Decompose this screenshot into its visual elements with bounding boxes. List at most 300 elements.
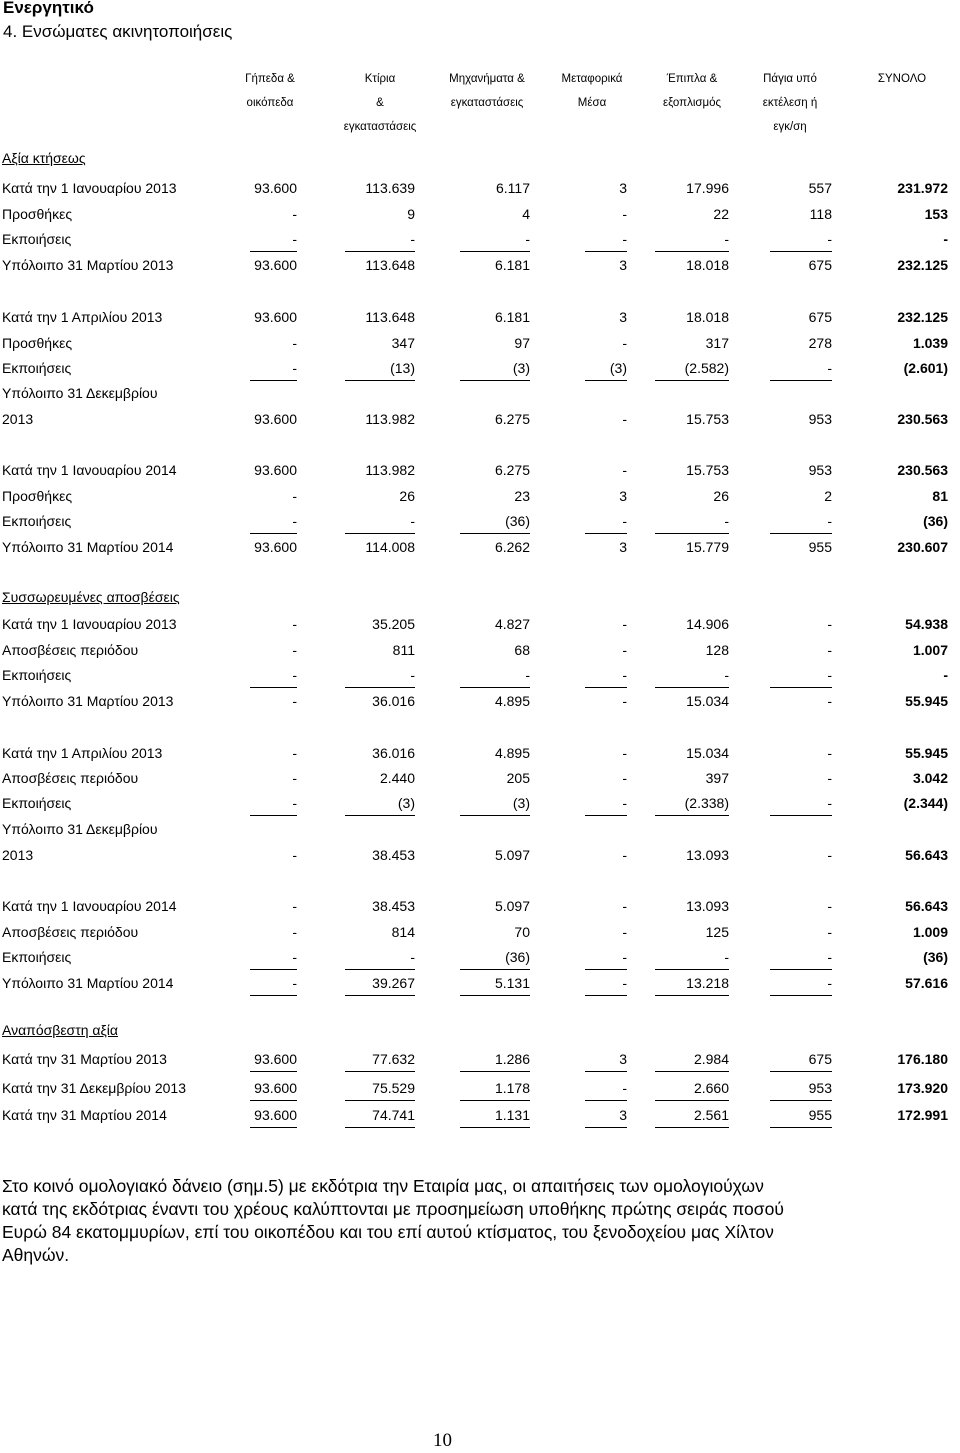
value-cell: (3) [512,795,530,811]
total-cell: 54.938 [905,616,948,632]
cell-underline [345,969,415,970]
table-row [0,1080,960,1102]
value-cell: 93.600 [254,1051,297,1067]
value-cell: 13.218 [686,975,729,991]
value-cell: - [724,513,729,529]
column-header-line: Μέσα [577,97,607,109]
cell-underline [770,380,832,381]
cell-underline [585,995,627,996]
value-cell: - [410,513,415,529]
value-cell: 36.016 [372,745,415,761]
value-cell: 2.660 [693,1080,729,1096]
value-cell: 557 [808,180,832,196]
total-cell: 57.616 [905,975,948,991]
value-cell: 13.093 [686,898,729,914]
total-cell: - [943,667,948,683]
total-cell: 173.920 [897,1080,948,1096]
value-cell: - [525,667,530,683]
value-cell: 955 [808,1107,832,1123]
total-cell: (2.344) [903,795,948,811]
row-label: Κατά την 31 Μαρτίου 2013 [2,1051,167,1067]
cell-underline [250,687,297,688]
value-cell: 3 [619,257,627,273]
value-cell: 1.286 [494,1051,530,1067]
column-header-line: οικόπεδα [246,97,294,109]
value-cell: 3 [619,539,627,555]
value-cell: 3 [619,309,627,325]
value-cell: 2.984 [693,1051,729,1067]
table-row [0,335,960,357]
value-cell: (3) [512,360,530,376]
value-cell: - [827,795,832,811]
value-cell: - [292,667,297,683]
value-cell: - [622,975,627,991]
row-label: Κατά την 1 Απριλίου 2013 [2,309,163,325]
cell-underline [655,687,729,688]
value-cell: - [622,847,627,863]
table-row [0,206,960,228]
value-cell: - [292,795,297,811]
value-cell: - [292,335,297,351]
value-cell: 15.034 [686,693,729,709]
cell-underline [250,380,297,381]
value-cell: 18.018 [686,309,729,325]
value-cell: - [827,231,832,247]
value-cell: 114.008 [365,539,415,555]
value-cell: 675 [808,257,832,273]
value-cell: 113.648 [365,257,415,273]
value-cell: - [292,949,297,965]
value-cell: (3) [397,795,415,811]
column-header-line: Μεταφορικά [561,73,623,85]
column-header-line: Μηχανήματα & [449,73,525,85]
cell-underline [585,533,627,534]
table-row [0,616,960,638]
value-cell: - [827,693,832,709]
loan-note-line: κατά της εκδότριας έναντι του χρέους καλύπτονται με προσημείωση υποθήκης πρώτης σειράς ποσού [2,1199,784,1219]
value-cell: - [525,231,530,247]
value-cell: - [724,231,729,247]
table-row [0,462,960,484]
value-cell: 93.600 [254,539,297,555]
cell-underline [460,815,530,816]
total-cell: 153 [924,206,948,222]
cell-underline [460,995,530,996]
value-cell: 75.529 [372,1080,415,1096]
loan-note-line: Αθηνών. [2,1245,70,1265]
table-row [0,1107,960,1129]
value-cell: 97 [514,335,530,351]
value-cell: - [622,745,627,761]
cell-underline [345,1100,415,1101]
row-label: Κατά την 1 Ιανουαρίου 2014 [2,898,177,914]
cell-underline [770,995,832,996]
column-header-line: εγκαταστάσεις [450,97,524,109]
column-header-line: Πάγια υπό [763,73,817,85]
cell-underline [585,1071,627,1072]
row-label: Υπόλοιπο 31 Δεκεμβρίου [2,385,158,401]
value-cell: (3) [609,360,627,376]
cell-underline [345,251,415,252]
value-cell: 6.275 [494,411,530,427]
total-cell: 56.643 [905,847,948,863]
value-cell: - [292,488,297,504]
table-row [0,847,960,869]
column-header-line: Κτίρια [364,73,396,85]
value-cell: - [827,770,832,786]
cell-underline [585,1100,627,1101]
value-cell: - [827,745,832,761]
value-cell: - [827,949,832,965]
total-cell: 1.009 [912,924,948,940]
value-cell: 1.178 [494,1080,530,1096]
value-cell: 93.600 [254,462,297,478]
table-row [0,898,960,920]
value-cell: - [292,847,297,863]
total-cell: 172.991 [897,1107,948,1123]
row-label: Κατά την 1 Ιανουαρίου 2013 [2,616,177,632]
value-cell: (36) [505,949,530,965]
value-cell: - [827,847,832,863]
section-depreciation: Συσσωρευμένες αποσβέσεις [2,589,180,605]
value-cell: 68 [514,642,530,658]
cell-underline [345,1071,415,1072]
cell-underline [770,969,832,970]
column-header-line: εγκ/ση [773,121,807,133]
value-cell: - [410,949,415,965]
value-cell: 3 [619,1051,627,1067]
value-cell: - [827,642,832,658]
value-cell: 3 [619,1107,627,1123]
cell-underline [345,533,415,534]
value-cell: - [622,206,627,222]
page-heading: Ενεργητικό [3,0,94,17]
value-cell: - [622,462,627,478]
table-row [0,180,960,202]
total-cell: 230.607 [897,539,948,555]
value-cell: 4.895 [494,745,530,761]
cell-underline [585,380,627,381]
cell-underline [770,1071,832,1072]
cell-underline [585,251,627,252]
row-label: Υπόλοιπο 31 Μαρτίου 2014 [2,975,174,991]
table-row [0,975,960,997]
value-cell: 39.267 [372,975,415,991]
value-cell: - [827,616,832,632]
cell-underline [770,251,832,252]
value-cell: 6.117 [496,180,530,196]
value-cell: 77.632 [372,1051,415,1067]
value-cell: 113.982 [365,411,415,427]
value-cell: 74.741 [372,1107,415,1123]
cell-underline [250,1127,297,1128]
value-cell: 6.181 [494,309,530,325]
value-cell: 18.018 [686,257,729,273]
value-cell: - [622,642,627,658]
total-cell: 231.972 [897,180,948,196]
row-label: Κατά την 31 Μαρτίου 2014 [2,1107,167,1123]
table-row [0,770,960,792]
table-row [0,949,960,971]
value-cell: - [622,335,627,351]
value-cell: - [622,949,627,965]
value-cell: 93.600 [254,180,297,196]
value-cell: - [724,949,729,965]
value-cell: - [292,642,297,658]
value-cell: 93.600 [254,1107,297,1123]
value-cell: 675 [808,1051,832,1067]
value-cell: 3 [619,180,627,196]
total-cell: 1.039 [912,335,948,351]
value-cell: 347 [391,335,415,351]
table-row [0,385,960,407]
total-cell: 55.945 [905,745,948,761]
table-row [0,360,960,382]
table-row [0,693,960,715]
value-cell: 93.600 [254,411,297,427]
total-cell: 232.125 [897,257,948,273]
row-label: Υπόλοιπο 31 Μαρτίου 2013 [2,257,174,273]
value-cell: 278 [808,335,832,351]
value-cell: - [292,231,297,247]
value-cell: (2.582) [684,360,729,376]
table-row [0,1051,960,1073]
total-cell: (36) [923,513,948,529]
value-cell: 811 [392,642,415,658]
value-cell: (2.338) [684,795,729,811]
total-cell: 230.563 [897,411,948,427]
value-cell: - [292,898,297,914]
row-label: Αποσβέσεις περιόδου [2,642,139,658]
cell-underline [250,533,297,534]
cell-underline [345,995,415,996]
total-cell: - [943,231,948,247]
value-cell: 26 [713,488,729,504]
cell-underline [770,533,832,534]
value-cell: 125 [705,924,729,940]
value-cell: 38.453 [372,898,415,914]
row-label: Υπόλοιπο 31 Μαρτίου 2013 [2,693,174,709]
cell-underline [345,687,415,688]
cell-underline [585,1127,627,1128]
value-cell: 113.648 [365,309,415,325]
value-cell: - [622,513,627,529]
value-cell: 93.600 [254,309,297,325]
cell-underline [345,1127,415,1128]
value-cell: 128 [705,642,729,658]
table-row [0,411,960,433]
note-title: 4. Ενσώματες ακινητοποιήσεις [3,22,233,41]
cell-underline [250,1100,297,1101]
value-cell: 118 [809,206,832,222]
value-cell: 5.097 [494,847,530,863]
value-cell: - [292,770,297,786]
row-label: Εκποιήσεις [2,667,72,683]
value-cell: - [622,898,627,914]
cell-underline [655,251,729,252]
value-cell: - [622,616,627,632]
cell-underline [460,380,530,381]
cell-underline [655,969,729,970]
row-label: Προσθήκες [2,488,73,504]
row-label: Εκποιήσεις [2,949,72,965]
value-cell: 38.453 [372,847,415,863]
cell-underline [655,1100,729,1101]
cell-underline [345,380,415,381]
cell-underline [770,687,832,688]
value-cell: 15.779 [686,539,729,555]
total-cell: 230.563 [897,462,948,478]
value-cell: 9 [407,206,415,222]
table-row [0,513,960,535]
column-header-line: & [376,97,384,109]
value-cell: 4 [522,206,530,222]
value-cell: 17.996 [686,180,729,196]
cell-underline [460,1100,530,1101]
table-row [0,488,960,510]
value-cell: - [292,616,297,632]
total-cell: 176.180 [897,1051,948,1067]
row-label: Αποσβέσεις περιόδου [2,770,139,786]
total-cell: 56.643 [905,898,948,914]
value-cell: 953 [808,462,832,478]
value-cell: - [410,667,415,683]
loan-note-line: Στο κοινό ομολογιακό δάνειο (σημ.5) με εκδότρια την Εταιρία μας, οι απαιτήσεις των ομολογιούχων [2,1176,764,1196]
row-label: Αποσβέσεις περιόδου [2,924,139,940]
row-label: Εκποιήσεις [2,231,72,247]
value-cell: 5.097 [494,898,530,914]
value-cell: - [827,667,832,683]
section-cost: Αξία κτήσεως [2,150,86,166]
value-cell: 113.982 [365,462,415,478]
value-cell: 5.131 [494,975,530,991]
value-cell: - [622,770,627,786]
value-cell: 6.262 [494,539,530,555]
value-cell: 23 [514,488,530,504]
value-cell: 93.600 [254,1080,297,1096]
cell-underline [585,969,627,970]
value-cell: 953 [808,1080,832,1096]
total-cell: 3.042 [912,770,948,786]
table-row [0,231,960,253]
total-cell: 81 [932,488,948,504]
cell-underline [250,969,297,970]
value-cell: - [827,360,832,376]
row-label: Υπόλοιπο 31 Μαρτίου 2014 [2,539,174,555]
value-cell: - [292,513,297,529]
cell-underline [655,380,729,381]
row-label: Προσθήκες [2,335,73,351]
column-header-line: Έπιπλα & [666,73,718,85]
row-label: Εκποιήσεις [2,513,72,529]
cell-underline [770,1127,832,1128]
cell-underline [460,687,530,688]
value-cell: 15.034 [686,745,729,761]
value-cell: 36.016 [372,693,415,709]
value-cell: - [292,693,297,709]
value-cell: 317 [705,335,729,351]
section-net: Αναπόσβεστη αξία [2,1022,118,1038]
value-cell: 26 [399,488,415,504]
cell-underline [655,815,729,816]
value-cell: - [827,898,832,914]
table-row [0,795,960,817]
value-cell: - [827,924,832,940]
value-cell: 113.639 [365,180,415,196]
cell-underline [250,251,297,252]
cell-underline [460,533,530,534]
cell-underline [460,1071,530,1072]
value-cell: - [410,231,415,247]
row-label: 2013 [2,847,34,863]
table-row [0,539,960,561]
table-row [0,745,960,767]
value-cell: 35.205 [372,616,415,632]
table-row [0,821,960,843]
cell-underline [250,995,297,996]
cell-underline [250,1071,297,1072]
cell-underline [250,815,297,816]
value-cell: - [622,411,627,427]
cell-underline [655,995,729,996]
row-label: Εκποιήσεις [2,360,72,376]
cell-underline [585,687,627,688]
value-cell: - [622,795,627,811]
total-cell: (2.601) [903,360,948,376]
value-cell: 205 [506,770,530,786]
value-cell: - [622,667,627,683]
table-row [0,924,960,946]
value-cell: 2.561 [693,1107,729,1123]
value-cell: (13) [390,360,415,376]
value-cell: - [292,745,297,761]
value-cell: 15.753 [686,411,729,427]
cell-underline [345,815,415,816]
total-cell: 55.945 [905,693,948,709]
row-label: Προσθήκες [2,206,73,222]
row-label: Κατά την 1 Απριλίου 2013 [2,745,163,761]
table-row [0,309,960,331]
value-cell: 2.440 [379,770,415,786]
value-cell: 953 [808,411,832,427]
cell-underline [770,815,832,816]
value-cell: - [622,693,627,709]
cell-underline [460,1127,530,1128]
value-cell: 955 [808,539,832,555]
value-cell: 22 [713,206,729,222]
value-cell: 2 [824,488,832,504]
cell-underline [460,969,530,970]
value-cell: - [724,667,729,683]
value-cell: 6.181 [494,257,530,273]
cell-underline [460,251,530,252]
row-label: Κατά την 1 Ιανουαρίου 2014 [2,462,177,478]
value-cell: 814 [391,924,415,940]
loan-note [2,1175,942,1267]
value-cell: 14.906 [686,616,729,632]
value-cell: 3 [619,488,627,504]
value-cell: 70 [514,924,530,940]
value-cell: - [292,360,297,376]
column-header-line: εγκαταστάσεις [343,121,417,133]
cell-underline [655,1127,729,1128]
row-label: Κατά την 31 Δεκεμβρίου 2013 [2,1080,186,1096]
value-cell: - [292,924,297,940]
value-cell: 15.753 [686,462,729,478]
total-cell: (36) [923,949,948,965]
column-header-line: εξοπλισμός [662,97,722,109]
cell-underline [770,1100,832,1101]
